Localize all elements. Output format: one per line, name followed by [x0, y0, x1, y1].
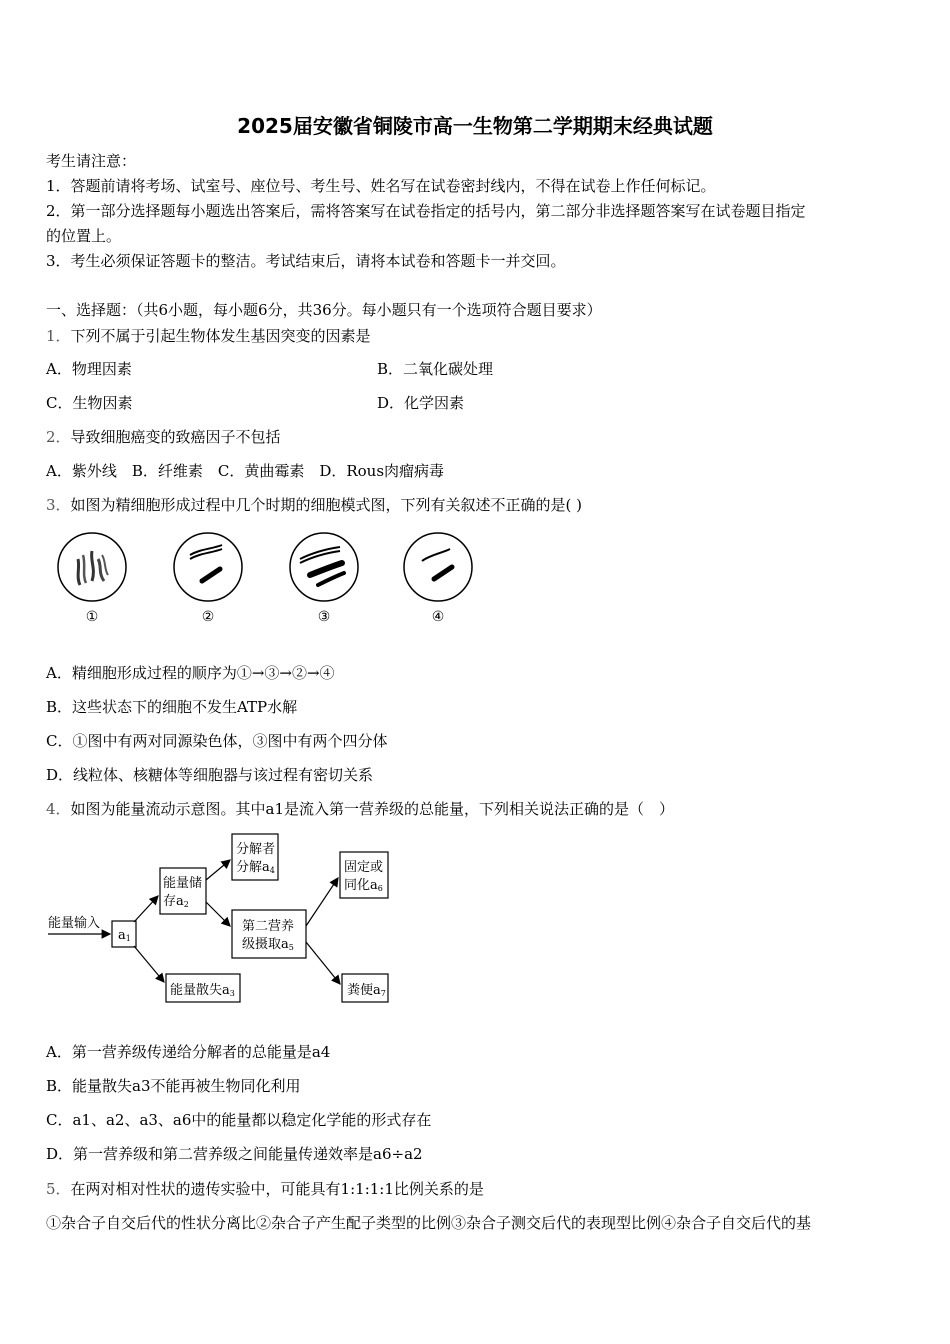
question-number: 4． — [46, 800, 71, 818]
figure-label-1: ① — [85, 609, 99, 625]
notice-item: 3．考生必须保证答题卡的整洁。考试结束后，请将本试卷和答题卡一并交回。 — [46, 252, 566, 270]
q3-option-c: C．①图中有两对同源染色体，③图中有两个四分体 — [46, 732, 388, 750]
figure-label-4: ④ — [431, 609, 445, 625]
q4-option-b: B．能量散失a3不能再被生物同化利用 — [46, 1077, 301, 1095]
second-trophic-label-2: 级摄取a5 — [242, 937, 294, 952]
question-stem: 下列不属于引起生物体发生基因突变的因素是 — [70, 327, 371, 345]
cell-1 — [58, 533, 126, 625]
q3-option-b: B．这些状态下的细胞不发生ATP水解 — [46, 698, 298, 716]
fixed-label-2: 同化a6 — [344, 878, 383, 893]
q1-option-c: C．生物因素 — [46, 394, 133, 412]
arrow — [134, 946, 164, 982]
decomposer-label-2: 分解a4 — [236, 860, 275, 875]
notice-item: 2．第一部分选择题每小题选出答案后，需将答案写在试卷指定的括号内，第二部分非选择题答案写在试卷题目指定 — [46, 202, 806, 220]
figure-label-2: ② — [201, 609, 215, 625]
question-number: 3． — [46, 496, 71, 514]
q4-option-d: D．第一营养级和第二营养级之间能量传递效率是a6÷a2 — [46, 1145, 423, 1163]
q4-option-c: C．a1、a2、a3、a6中的能量都以稳定化学能的形式存在 — [46, 1111, 432, 1129]
question-4 — [46, 800, 674, 818]
question-5 — [46, 1180, 484, 1198]
fixed-label-1: 固定或 — [344, 860, 384, 875]
question-number: 2． — [46, 428, 71, 446]
second-trophic-label-1: 第二营养 — [242, 919, 295, 934]
question-number: 5． — [46, 1180, 71, 1198]
notice-item: 的位置上。 — [46, 227, 122, 245]
arrow — [306, 942, 340, 984]
question-number: 1． — [46, 327, 71, 345]
energy-loss-label: 能量散失a3 — [170, 983, 235, 998]
feces-label: 粪便a7 — [347, 983, 386, 998]
notice-heading: 考生请注意： — [46, 152, 137, 170]
cell-division-figure — [50, 525, 490, 630]
notice-item: 1．答题前请将考场、试室号、座位号、考生号、姓名写在试卷密封线内，不得在试卷上作任何标记。 — [46, 177, 716, 195]
question-1 — [46, 327, 371, 345]
arrow — [306, 878, 338, 926]
q3-option-d: D．线粒体、核糖体等细胞器与该过程有密切关系 — [46, 766, 374, 784]
question-stem: 如图为精细胞形成过程中几个时期的细胞模式图，下列有关叙述不正确的是( ) — [70, 496, 583, 514]
q1-option-d: D．化学因素 — [377, 394, 465, 412]
question-2 — [46, 428, 281, 446]
q4-option-a: A．第一营养级传递给分解者的总能量是a4 — [46, 1043, 331, 1061]
q5-statements: ①杂合子自交后代的性状分离比②杂合子产生配子类型的比例③杂合子测交后代的表现型比例④杂合子自交后代的基 — [46, 1214, 812, 1232]
q1-option-a: A．物理因素 — [46, 360, 132, 378]
page-title: 2025届安徽省铜陵市高一生物第二学期期末经典试题 — [237, 114, 713, 138]
cell-3 — [290, 533, 358, 625]
cell-4 — [404, 533, 472, 625]
cell-2 — [174, 533, 242, 625]
decomposer-label-1: 分解者 — [236, 842, 276, 857]
question-stem: 导致细胞癌变的致癌因子不包括 — [70, 428, 281, 446]
section-heading: 一、选择题：（共6小题，每小题6分，共36分。每小题只有一个选项符合题目要求） — [46, 301, 602, 319]
arrow — [206, 902, 230, 926]
arrow — [206, 860, 230, 880]
a1-label: a1 — [118, 928, 131, 943]
energy-input-label: 能量输入 — [48, 916, 101, 931]
q2-options: A．紫外线 B．纤维素 C．黄曲霉素 D．Rous肉瘤病毒 — [46, 462, 445, 480]
q3-option-a: A．精细胞形成过程的顺序为①→③→②→④ — [46, 664, 335, 682]
storage-label-1: 能量储 — [163, 876, 203, 891]
q1-option-b: B．二氧化碳处理 — [377, 360, 494, 378]
arrow — [134, 896, 158, 922]
storage-label-2: 存a2 — [163, 894, 189, 909]
question-3 — [46, 496, 582, 514]
energy-flow-diagram — [40, 826, 410, 1008]
question-stem: 在两对相对性状的遗传实验中，可能具有1:1:1:1比例关系的是 — [70, 1180, 484, 1198]
figure-label-3: ③ — [317, 609, 331, 625]
question-stem: 如图为能量流动示意图。其中a1是流入第一营养级的总能量，下列相关说法正确的是（ ） — [70, 800, 675, 818]
